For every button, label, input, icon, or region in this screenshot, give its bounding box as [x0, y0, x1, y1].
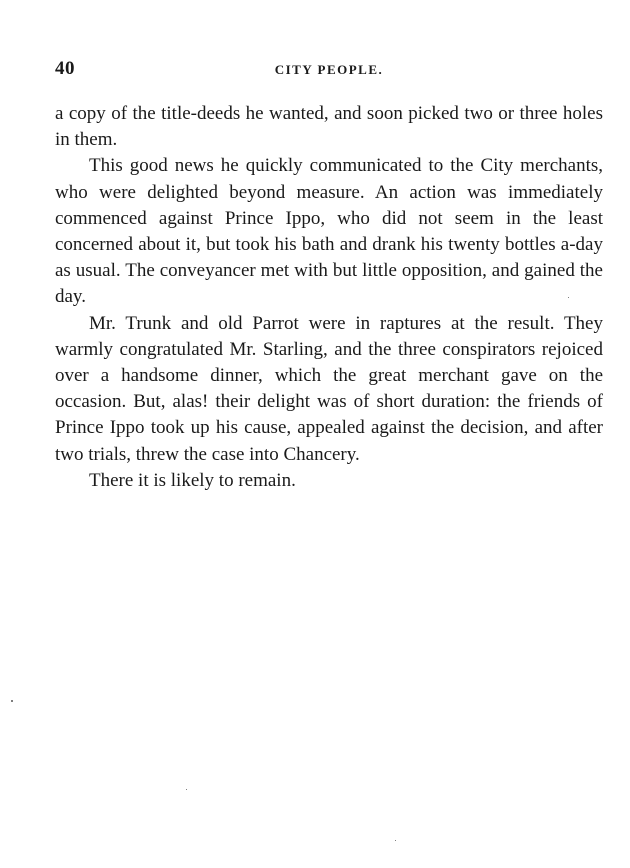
- scan-speck: [568, 297, 569, 298]
- page-number: 40: [55, 58, 75, 79]
- paragraph-continued: a copy of the title-deeds he wanted, and soon picked two or three holes in them.: [55, 103, 603, 151]
- scan-speck: [11, 700, 13, 702]
- scan-speck: [395, 840, 396, 841]
- paragraph-final: There it is likely to remain.: [89, 469, 296, 491]
- page-header: [55, 58, 603, 82]
- running-head: CITY PEOPLE.: [274, 62, 384, 77]
- scan-speck: [186, 789, 187, 790]
- paragraph: Mr. Trunk and old Parrot were in raptures at the result. They warmly congratulated Mr. Starling, and the three conspirators rejoiced over a handsome dinner, which the great merchant gave on the occasion. But, alas! their delight was of short duration: the friends of Prince Ippo took up his cause, appealed against the decision, and after two trials, threw the case into Chancery.: [55, 312, 603, 465]
- body-text: [55, 101, 603, 494]
- paragraph: This good news he quickly communicated to the City merchants, who were delighted beyond measure. An action was immediately commenced against Prince Ippo, who did not seem in the least concerned about it, but took his bath and drank his twenty bottles a-day as usual. The conveyancer met with but little opposition, and gained the day.: [55, 155, 603, 308]
